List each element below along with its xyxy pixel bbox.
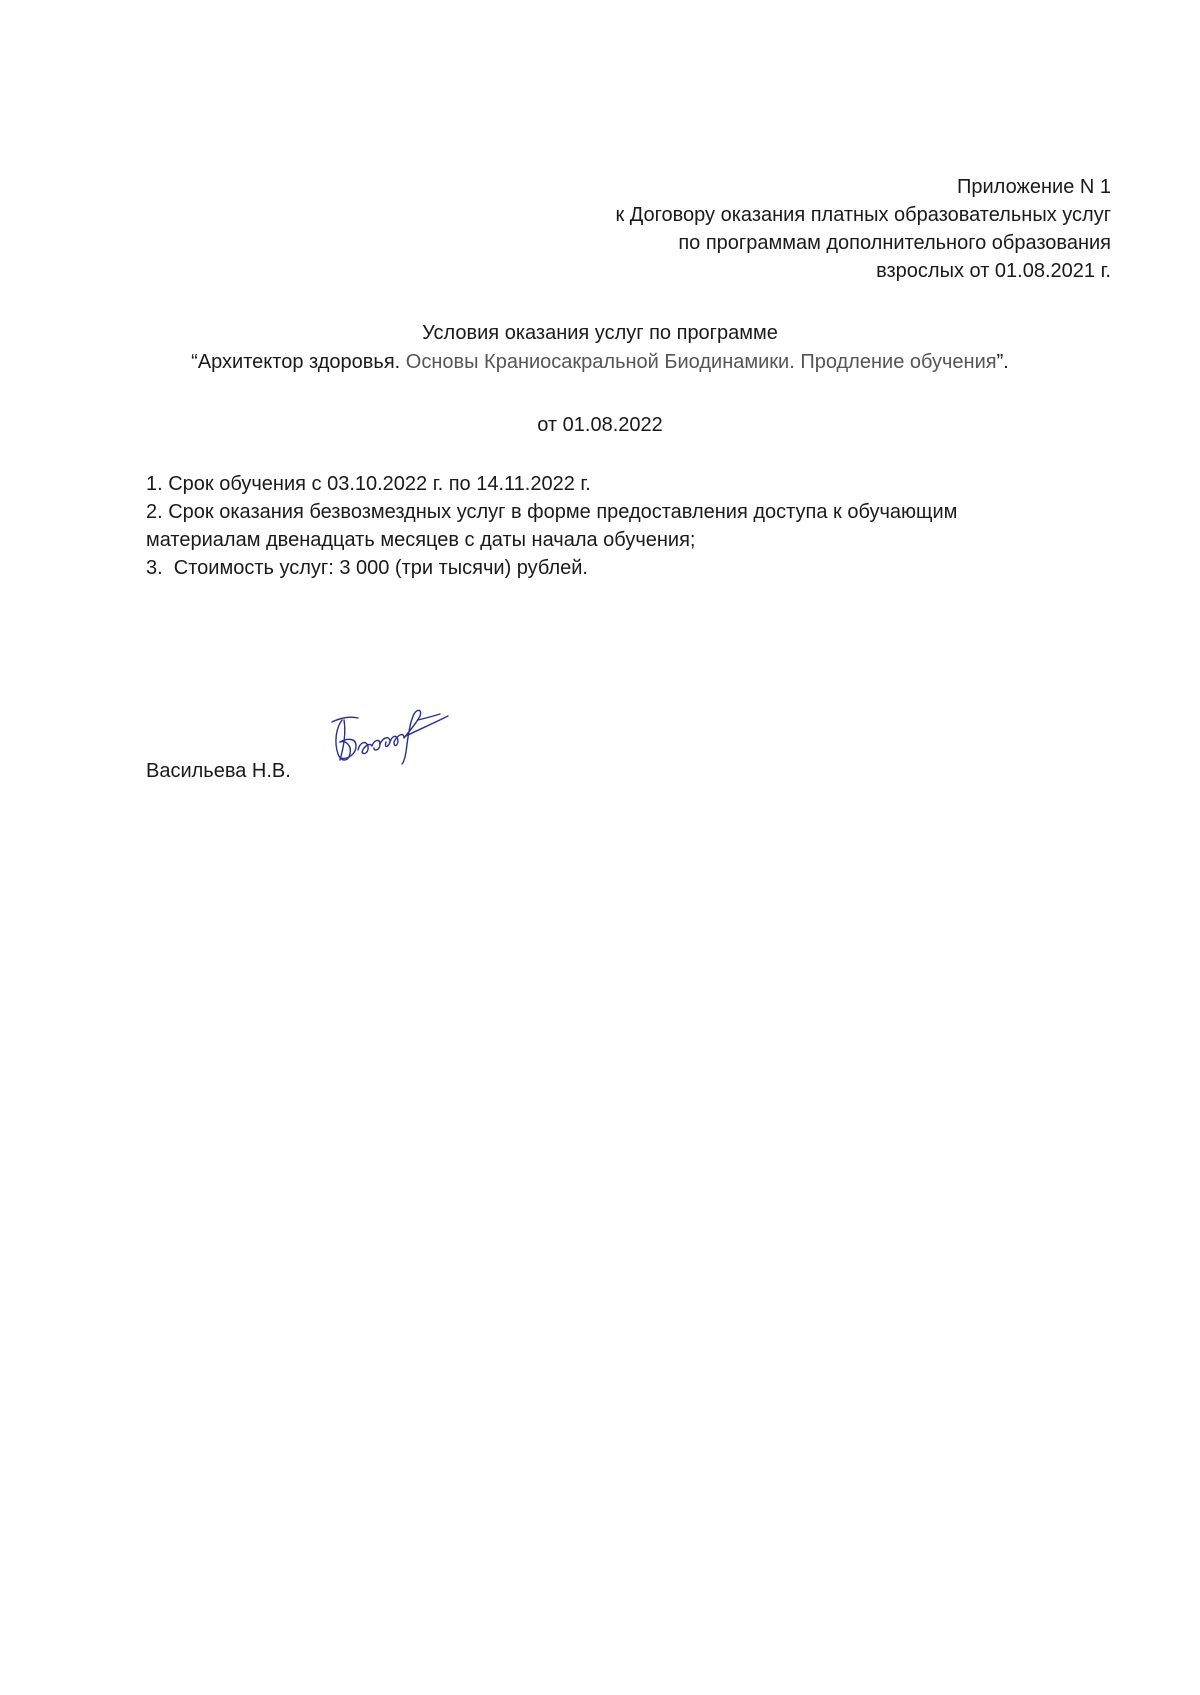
- condition-item-free-access-line-1: 2. Срок оказания безвозмездных услуг в форме предоставления доступа к обучающим: [146, 501, 958, 523]
- title-line-2: [0, 348, 1200, 377]
- handwritten-signature: [322, 680, 462, 780]
- signer-name: Васильева Н.В.: [146, 760, 291, 782]
- document-date: от 01.08.2022: [537, 414, 663, 436]
- appendix-program-line: по программам дополнительного образования: [678, 232, 1111, 254]
- program-name-part: “Архитектор здоровья.: [191, 351, 401, 373]
- program-subtitle-part: Основы Краниосакральной Биодинамики. Продление обучения: [400, 351, 997, 373]
- appendix-contract-line: к Договору оказания платных образовательных услуг: [615, 204, 1111, 226]
- appendix-header: [615, 173, 1111, 285]
- document-title: [0, 319, 1200, 377]
- title-line-1: Условия оказания услуг по программе: [422, 322, 778, 344]
- condition-item-cost: 3. Стоимость услуг: 3 000 (три тысячи) рублей.: [146, 557, 588, 579]
- condition-item-free-access-line-2: материалам двенадцать месяцев с даты начала обучения;: [146, 529, 696, 551]
- conditions-list: [146, 470, 1106, 582]
- appendix-number: Приложение N 1: [957, 176, 1111, 198]
- program-closing-quote: ”.: [996, 351, 1009, 373]
- condition-item-training-period: 1. Срок обучения с 03.10.2022 г. по 14.11.2022 г.: [146, 473, 591, 495]
- appendix-contract-date: взрослых от 01.08.2021 г.: [876, 260, 1111, 282]
